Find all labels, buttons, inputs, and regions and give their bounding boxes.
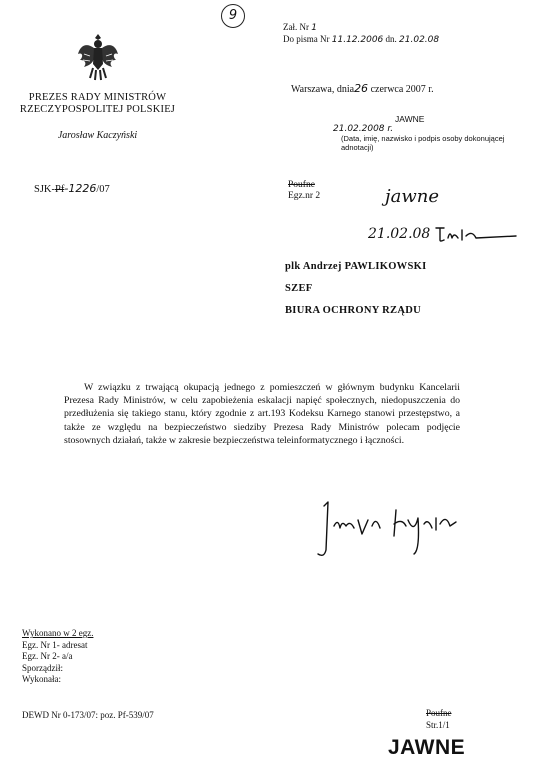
place-day: 26	[354, 82, 369, 95]
dewd-number: DEWD Nr 0-173/07: poz. Pf-539/07	[22, 710, 154, 720]
org-line-1: PREZES RADY MINISTRÓW	[28, 92, 167, 103]
zal-label: Zał. Nr	[283, 22, 309, 32]
addressee-line-3: BIURA OCHRONY RZĄDU	[285, 305, 421, 316]
handwritten-signature-icon	[310, 490, 470, 570]
stamp-date: 21.02.2008 r.	[333, 124, 394, 134]
document-signature-ref	[34, 182, 110, 195]
addressee	[285, 256, 426, 322]
page-number-circle: 9	[221, 4, 245, 28]
declassification-stamp	[333, 114, 523, 152]
polish-eagle-emblem-icon	[76, 30, 120, 82]
place-rest: czerwca 2007 r.	[370, 84, 434, 95]
egz-2: Egz. Nr 2- a/a	[22, 651, 73, 661]
footer-distribution	[22, 628, 93, 686]
place-prefix: Warszawa, dnia	[291, 84, 355, 95]
addressee-line-2: SZEF	[285, 283, 313, 294]
attachment-note	[283, 22, 439, 46]
wykonano: Wykonano w 2 egz.	[22, 628, 94, 638]
wykonala: Wykonała:	[22, 674, 61, 684]
ref-suffix: /07	[96, 184, 110, 195]
org-line-2: RZECZYPOSPOLITEJ POLSKIEJ	[19, 104, 176, 115]
classification-block	[288, 180, 320, 202]
signatory-name: Jarosław Kaczyński	[57, 130, 138, 141]
jawne-stamp-big: JAWNE	[388, 736, 466, 759]
do-pisma-label: Do pisma Nr	[283, 34, 330, 44]
ref-prefix: SJK-	[34, 184, 56, 195]
dn-value: 21.02.08	[399, 35, 440, 45]
handwritten-initials-icon	[432, 222, 522, 244]
addressee-line-1: plk Andrzej PAWLIKOWSKI	[285, 261, 427, 272]
page-count: Str.1/1	[426, 720, 450, 730]
dn-label: dn.	[385, 34, 397, 44]
footer-poufne-struck: Poufne	[426, 708, 452, 718]
stamp-title: JAWNE	[395, 114, 425, 124]
place-date	[291, 82, 434, 95]
stamp-note: (Data, imię, nazwisko i podpis osoby dokonującej adnotacji)	[341, 134, 505, 152]
ref-handwritten: -1226	[64, 182, 97, 195]
letterhead	[0, 30, 195, 141]
do-pisma-value: 11.12.2006	[331, 35, 384, 45]
ref-struck: Pf	[55, 184, 65, 195]
egz-1: Egz. Nr 1- adresat	[22, 639, 88, 650]
handwritten-date: 21.02.08	[368, 226, 431, 242]
poufne-struck: Poufne	[288, 180, 315, 190]
sporzadzil: Sporządził:	[22, 662, 63, 673]
egz-number: Egz.nr 2	[288, 191, 321, 201]
handwritten-jawne: jawne	[385, 186, 439, 207]
zal-value: 1	[311, 23, 317, 33]
letter-body: W związku z trwającą okupacją jednego z pomieszczeń w głównym budynku Kancelarii Prezesa Rady Ministrów, w celu zapobieżenia eskalacji napięć społecznych, niedopuszczenia do przedłużenia się takiego stanu, który zgodnie z art.193 Kodeksu Karnego stanowi przestępstwo, a także ze względu na bezpieczeństwo siedziby Prezesa Rady Ministrów polecam podjęcie stosownych działań, także w zakresie bezpieczeństwa teleinformatycznego i łączności.	[64, 382, 460, 446]
